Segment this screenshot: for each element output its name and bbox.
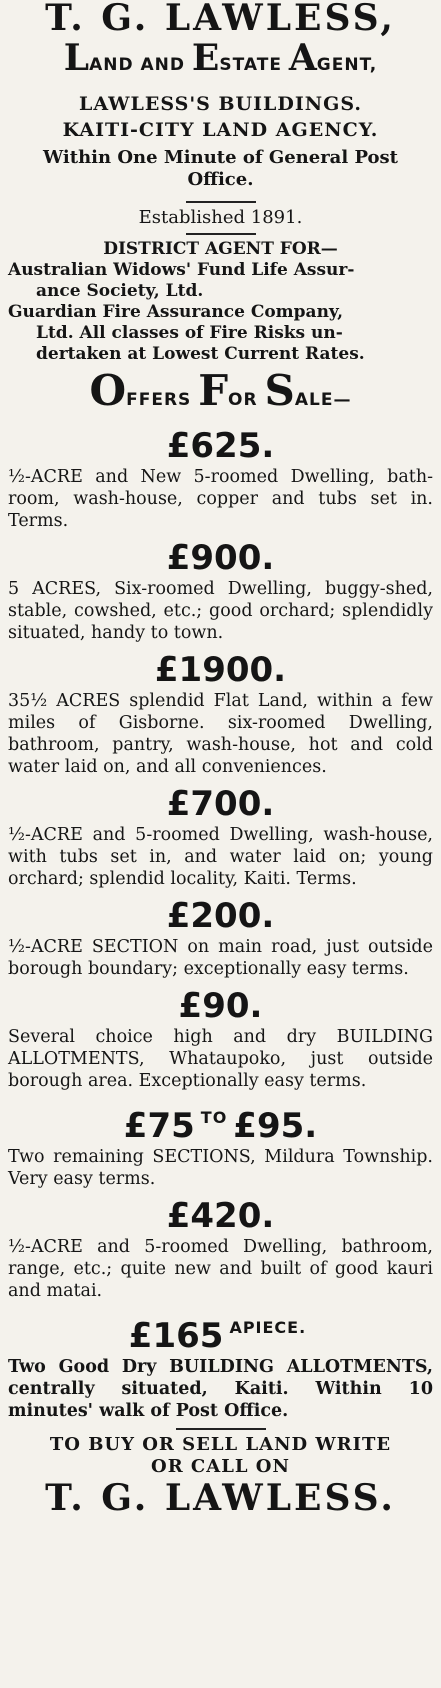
advertiser-name: T. G. LAWLESS,: [45, 0, 396, 39]
deco-letter: S: [264, 366, 295, 415]
listing-price: £1900.: [154, 650, 287, 690]
deco-letter: L: [63, 37, 90, 79]
agent-line: dertaken at Lowest Current Rates.: [36, 344, 365, 364]
listing-price: £90.: [178, 986, 263, 1026]
agent-line: Australian Widows' Fund Life Assur-: [8, 260, 355, 280]
deco-letter: E: [191, 37, 220, 79]
divider: [186, 233, 256, 235]
buildings-line: LAWLESS'S BUILDINGS.: [78, 93, 362, 115]
footer-line: TO BUY OR SELL LAND WRITE: [49, 1434, 392, 1455]
deco-letter: O: [89, 366, 127, 415]
deco-text: AND AND: [89, 55, 192, 75]
deco-text: FFERS: [126, 390, 199, 410]
listing-price: £625.: [166, 426, 275, 466]
listing-description: 35½ ACRES splendid Flat Land, within a few miles of Gisborne. six-roomed Dwelling, bathroom, pantry, wash-house, hot and cold water laid on, and all conveniences.: [8, 691, 433, 777]
range-low: £75: [123, 1106, 195, 1146]
listing-description: Two Good Dry BUILDING ALLOTMENTS, centrally situated, Kaiti. Within 10 minutes' walk of Post Office.: [8, 1357, 433, 1421]
listing-price: £200.: [166, 896, 275, 936]
agent-line: Ltd. All classes of Fire Risks un-: [36, 323, 343, 343]
agency-line: KAITI-CITY LAND AGENCY.: [62, 119, 379, 141]
listing-description: Several choice high and dry BUILDING ALLOTMENTS, Whataupoko, just outside borough area. Exceptionally easy terms.: [8, 1027, 433, 1091]
listing-price: £420.: [166, 1196, 275, 1236]
deco-text: GENT,: [316, 55, 378, 75]
range-high: £95.: [233, 1106, 318, 1146]
offers-for-sale-heading: [8, 366, 433, 422]
agent-line: Guardian Fire Assurance Company,: [8, 302, 344, 322]
established-line: Established 1891.: [138, 207, 303, 228]
district-agent-block: [8, 239, 433, 365]
deco-letter: A: [288, 37, 317, 79]
district-agent-heading: DISTRICT AGENT FOR—: [103, 239, 338, 259]
deco-text: STATE: [219, 55, 289, 75]
listing-price: £700.: [166, 784, 275, 824]
listing-description: 5 ACRES, Six-roomed Dwelling, buggy-shed, stable, cowshed, etc.; good orchard; splendidly situated, handy to town.: [8, 579, 433, 643]
apiece-price: [8, 1308, 433, 1356]
footer-line: OR CALL ON: [151, 1456, 290, 1477]
listing-description: Two remaining SECTIONS, Mildura Township. Very easy terms.: [8, 1147, 433, 1189]
deco-text: ALE—: [294, 390, 352, 410]
listing-description: ½-ACRE and New 5-roomed Dwelling, bath-room, wash-house, copper and tubs set in. Terms.: [8, 467, 433, 531]
apiece-label: APIECE.: [229, 1318, 307, 1337]
divider: [176, 1428, 266, 1430]
land-estate-agent-heading: [8, 38, 433, 85]
agent-line: ance Society, Ltd.: [36, 281, 204, 301]
listing-description: ½-ACRE and 5-roomed Dwelling, bathroom, range, etc.; quite new and built of good kauri and matai.: [8, 1237, 433, 1301]
apiece-amount: £165: [128, 1316, 224, 1356]
footer-name: T. G. LAWLESS.: [45, 1477, 396, 1519]
deco-letter: F: [198, 366, 229, 415]
location-line: Within One Minute of General Post Office.: [43, 147, 398, 190]
divider: [186, 201, 256, 203]
range-price: [8, 1098, 433, 1146]
deco-text: OR: [228, 390, 265, 410]
listing-price: £900.: [166, 538, 275, 578]
listing-description: ½-ACRE SECTION on main road, just outside borough boundary; exceptionally easy terms.: [8, 937, 433, 979]
range-to: TO: [200, 1108, 228, 1127]
listing-description: ½-ACRE and 5-roomed Dwelling, wash-house, with tubs set in, and water laid on; young orchard; splendid locality, Kaiti. Terms.: [8, 825, 433, 889]
